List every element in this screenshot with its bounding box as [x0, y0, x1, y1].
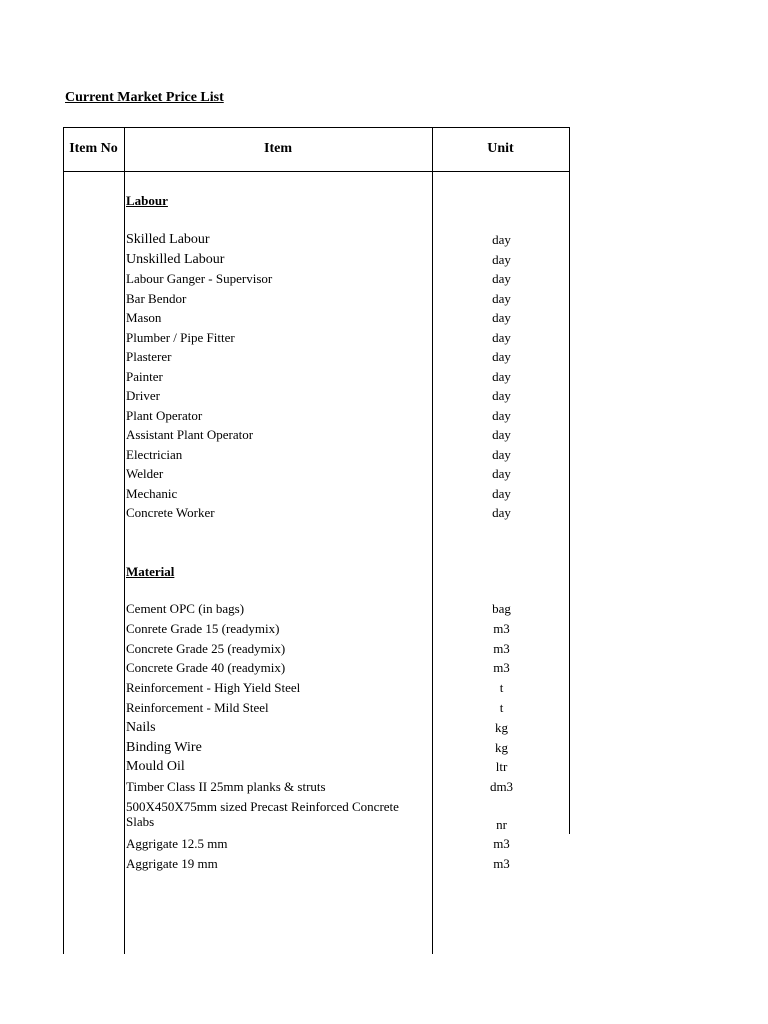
row-item-name: Assistant Plant Operator: [126, 427, 254, 442]
row-unit: bag: [492, 601, 511, 616]
header-bottom-border: [63, 171, 570, 172]
header-item-no: Item No: [69, 141, 118, 156]
row-item-name: Concrete Grade 40 (readymix): [126, 660, 286, 676]
row-unit: ltr: [495, 759, 508, 775]
row-item-name: Aggrigate 12.5 mm: [126, 836, 228, 851]
table-row: [63, 349, 570, 369]
row-unit: nr: [496, 817, 507, 832]
table-row: [63, 466, 570, 486]
table-row: [63, 779, 570, 799]
table-row: [63, 408, 570, 428]
table-row: [63, 720, 570, 740]
table-row: [63, 310, 570, 330]
row-unit: m3: [493, 855, 510, 871]
row-unit: day: [492, 349, 511, 364]
header-item: Item: [264, 141, 292, 156]
table-row: [63, 505, 570, 525]
table-row: [63, 700, 570, 720]
row-item-name: Plumber / Pipe Fitter: [126, 329, 235, 345]
row-unit: day: [492, 368, 511, 384]
table-row: [63, 486, 570, 506]
row-unit: day: [492, 505, 511, 520]
row-unit: day: [492, 427, 511, 442]
table-row: [63, 799, 570, 833]
table-row: [63, 641, 570, 661]
row-unit: day: [492, 329, 511, 345]
row-item-name: Welder: [126, 466, 164, 481]
table-row: [63, 740, 570, 760]
row-unit: m3: [493, 640, 510, 656]
row-item-name: Electrician: [126, 446, 183, 462]
table-row: [63, 621, 570, 641]
row-item-name: Skilled Labour: [126, 232, 210, 247]
row-item-name: Mason: [126, 310, 162, 325]
row-item-name: Bar Bendor: [126, 290, 187, 306]
row-item-name: Plasterer: [126, 349, 172, 364]
header-unit: Unit: [487, 141, 514, 156]
row-item-name: Nails: [126, 719, 156, 735]
row-item-name: Conrete Grade 15 (readymix): [126, 620, 280, 636]
row-unit: t: [499, 680, 504, 696]
table-row: [63, 447, 570, 467]
table-row: [63, 660, 570, 680]
page-title: Current Market Price List: [65, 90, 224, 105]
row-item-name: Painter: [126, 368, 163, 384]
row-item-name: Plant Operator: [126, 407, 203, 423]
row-unit: m3: [493, 836, 510, 851]
table-row: [63, 291, 570, 311]
row-item-name: Concrete Grade 25 (readymix): [126, 640, 286, 656]
row-unit: kg: [495, 719, 508, 735]
table-row: [63, 601, 570, 621]
table-row: [63, 836, 570, 856]
table-row: [63, 856, 570, 876]
row-item-name: Aggrigate 19 mm: [126, 855, 218, 871]
row-unit: day: [492, 310, 511, 325]
row-item-name: Cement OPC (in bags): [126, 601, 245, 616]
row-unit: day: [492, 290, 511, 306]
table-row: [63, 252, 570, 272]
row-item-name: Mechanic: [126, 485, 178, 501]
row-item-name: Labour Ganger - Supervisor: [126, 271, 273, 286]
row-unit: m3: [493, 660, 510, 676]
row-item-name: Binding Wire: [126, 739, 202, 755]
row-unit: day: [492, 388, 511, 403]
table-row: [63, 388, 570, 408]
table-row: [63, 680, 570, 700]
price-table: [63, 127, 570, 954]
row-unit: day: [492, 407, 511, 423]
table-row: [63, 232, 570, 252]
section-heading-material: Material: [126, 564, 175, 579]
row-item-name: 500X450X75mm sized Precast Reinforced Concrete Slabs: [126, 799, 399, 829]
table-row: [63, 271, 570, 291]
row-unit: m3: [493, 620, 510, 636]
row-unit: day: [492, 485, 511, 501]
table-row: [63, 330, 570, 350]
table-row: [63, 369, 570, 389]
row-unit: day: [492, 466, 511, 481]
row-item-name: Reinforcement - Mild Steel: [126, 700, 269, 715]
row-item-name: Driver: [126, 388, 160, 403]
row-item-name: Concrete Worker: [126, 505, 215, 520]
row-item-name: Reinforcement - High Yield Steel: [126, 680, 301, 696]
row-unit: t: [499, 700, 504, 715]
table-row: [63, 759, 570, 779]
row-item-name: Mould Oil: [126, 759, 185, 775]
row-unit: day: [492, 271, 511, 286]
table-row: [63, 427, 570, 447]
row-unit: day: [492, 232, 511, 247]
section-heading-labour: Labour: [126, 193, 168, 208]
row-unit: kg: [495, 739, 508, 755]
row-unit: day: [492, 251, 511, 267]
row-item-name: Unskilled Labour: [126, 251, 225, 267]
row-unit: day: [492, 446, 511, 462]
row-item-name: Timber Class II 25mm planks & struts: [126, 779, 326, 795]
row-unit: dm3: [489, 779, 514, 795]
